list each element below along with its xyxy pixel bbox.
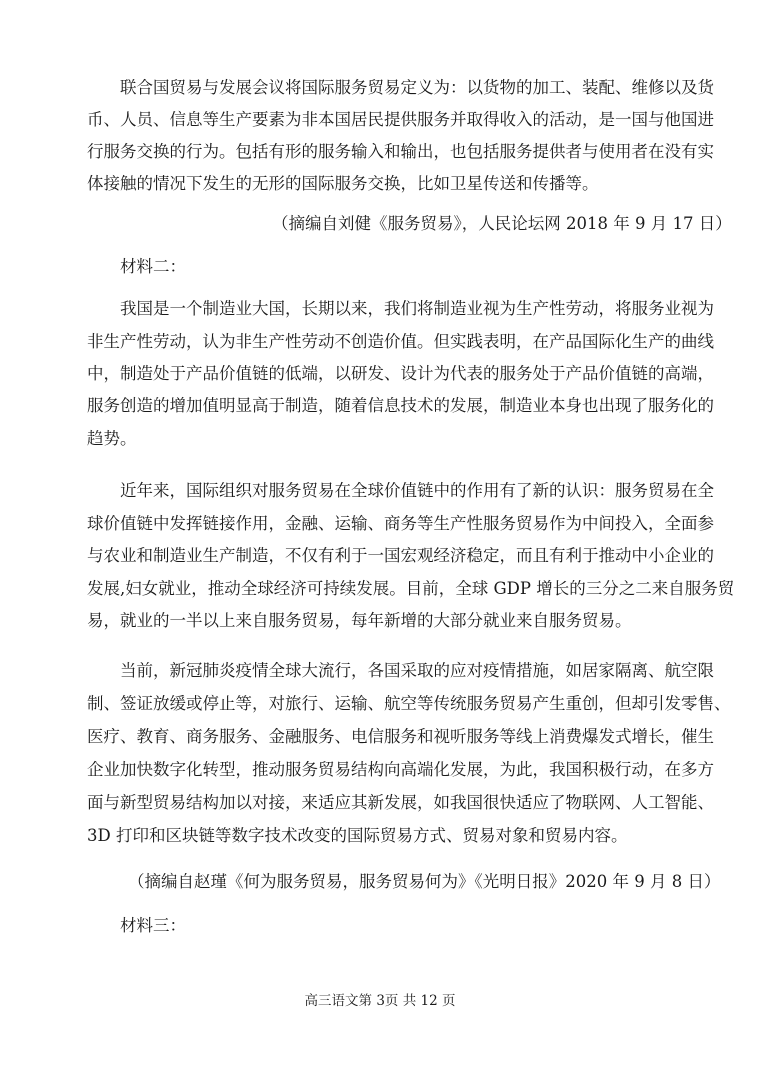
material2-p1-line: 趋势。	[87, 429, 137, 448]
paragraph1-line: 体接触的情况下发生的无形的国际服务交换，比如卫星传送和传播等。	[87, 174, 599, 193]
source-citation-1: （摘编自刘健《服务贸易》，人民论坛网 2018 年 9 月 17 日）	[272, 214, 732, 233]
material2-p3-line: 当前，新冠肺炎疫情全球大流行，各国采取的应对疫情措施，如居家隔离、航空限	[120, 661, 714, 680]
material2-p1-line: 非生产性劳动，认为非生产性劳动不创造价值。但实践表明，在产品国际化生产的曲线	[87, 332, 714, 351]
material2-p3-line: 医疗、教育、商务服务、金融服务、电信服务和视听服务等线上消费爆发式增长，催生	[87, 727, 714, 746]
material2-p3-line: 制、签证放缓或停止等，对旅行、运输、航空等传统服务贸易产生重创，但却引发零售、	[87, 694, 731, 713]
material2-p3-line: 企业加快数字化转型，推动服务贸易结构向高端化发展，为此，我国积极行动，在多方	[87, 760, 714, 779]
material2-heading: 材料二：	[120, 257, 186, 276]
material2-p1-line: 服务创造的增加值明显高于制造，随着信息技术的发展，制造业本身也出现了服务化的	[87, 396, 714, 415]
material3-heading: 材料三：	[120, 916, 186, 935]
material2-p1-line: 中，制造处于产品价值链的低端，以研发、设计为代表的服务处于产品价值链的高端，	[87, 364, 714, 383]
material2-p2-line: 球价值链中发挥链接作用，金融、运输、商务等生产性服务贸易作为中间投入，全面参	[87, 514, 714, 533]
material2-p2-line: 易，就业的一半以上来自服务贸易，每年新增的大部分就业来自服务贸易。	[87, 611, 632, 630]
material2-p2-line: 与农业和制造业生产制造，不仅有利于一国宏观经济稳定，而且有利于推动中小企业的	[87, 546, 714, 565]
source-citation-2: （摘编自赵瑾《何为服务贸易，服务贸易何为》《光明日报》2020 年 9 月 8 日）	[128, 872, 721, 891]
material2-p2-line: 近年来，国际组织对服务贸易在全球价值链中的作用有了新的认识：服务贸易在全	[120, 481, 714, 500]
material2-p3-line: 3D 打印和区块链等数字技术改变的国际贸易方式、贸易对象和贸易内容。	[87, 826, 628, 845]
material2-p3-line: 面与新型贸易结构加以对接，来适应其新发展，如我国很快适应了物联网、人工智能、	[87, 793, 714, 812]
material2-p1-line: 我国是一个制造业大国，长期以来，我们将制造业视为生产性劳动，将服务业视为	[120, 299, 714, 318]
paragraph1-line: 联合国贸易与发展会议将国际服务贸易定义为：以货物的加工、装配、维修以及货	[120, 78, 714, 97]
paragraph1-line: 行服务交换的行为。包括有形的服务输入和输出，也包括服务提供者与使用者在没有实	[87, 142, 714, 161]
paragraph1-line: 币、人员、信息等生产要素为非本国居民提供服务并取得收入的活动，是一国与他国进	[87, 110, 714, 129]
material2-p2-line: 发展,妇女就业，推动全球经济可持续发展。目前，全球 GDP 增长的三分之二来自服务贸	[87, 579, 735, 598]
page-footer: 高三语文第 3页 共 12 页	[304, 993, 456, 1009]
